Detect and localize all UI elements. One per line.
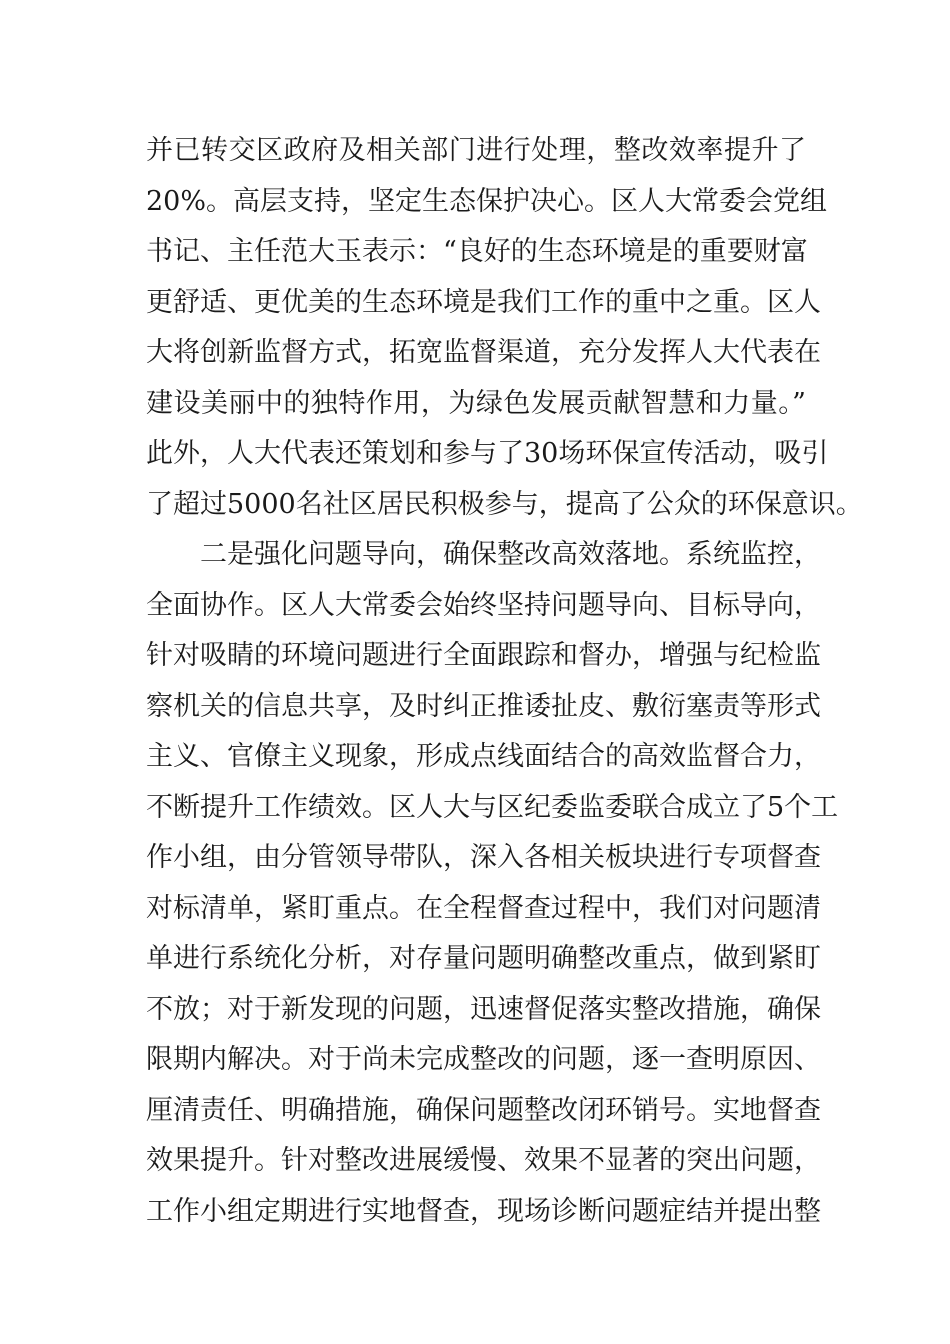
text-line: 察机关的信息共享，及时纠正推诿扯皮、敷衍塞责等形式 (146, 690, 821, 722)
text-line: 工作小组定期进行实地督查，现场诊断问题症结并提出整 (146, 1195, 821, 1227)
text-line: 限期内解决。对于尚未完成整改的问题，逐一查明原因、 (146, 1044, 821, 1075)
text-line: 建设美丽中的独特作用，为绿色发展贡献智慧和力量。” (146, 387, 806, 419)
text-line: 更舒适、更优美的生态环境是我们工作的重中之重。区人 (146, 286, 821, 318)
body-text (146, 126, 863, 1237)
text-line: 不放；对于新发现的问题，迅速督促落实整改措施，确保 (146, 993, 821, 1025)
text-line: 单进行系统化分析，对存量问题明确整改重点，做到紧盯 (146, 943, 821, 974)
text-line: 主义、官僚主义现象，形成点线面结合的高效监督合力， (146, 741, 821, 772)
paragraph-start-line: 二是强化问题导向，确保整改高效落地。系统监控， (200, 539, 821, 570)
text-line: 针对吸睛的环境问题进行全面跟踪和督办，增强与纪检监 (146, 640, 821, 671)
text-line: 不断提升工作绩效。区人大与区纪委监委联合成立了5个工 (146, 791, 839, 823)
text-line: 20%。高层支持，坚定生态保护决心。区人大常委会党组 (146, 185, 828, 217)
text-line: 全面协作。区人大常委会始终坚持问题导向、目标导向， (146, 589, 821, 621)
text-line: 并已转交区政府及相关部门进行处理，整改效率提升了 (146, 135, 806, 166)
text-line: 大将创新监督方式，拓宽监督渠道，充分发挥人大代表在 (146, 337, 821, 368)
text-line: 作小组，由分管领导带队，深入各相关板块进行专项督查 (146, 842, 821, 873)
text-line: 厘清责任、明确措施，确保问题整改闭环销号。实地督查 (146, 1094, 821, 1126)
text-line: 对标清单，紧盯重点。在全程督查过程中，我们对问题清 (146, 892, 821, 924)
text-line: 效果提升。针对整改进展缓慢、效果不显著的突出问题， (146, 1145, 821, 1176)
text-line: 了超过5000名社区居民积极参与，提高了公众的环保意识。 (146, 488, 863, 520)
text-line: 书记、主任范大玉表示：“良好的生态环境是的重要财富 (146, 236, 808, 267)
text-line: 此外，人大代表还策划和参与了30场环保宣传活动，吸引 (146, 438, 829, 469)
